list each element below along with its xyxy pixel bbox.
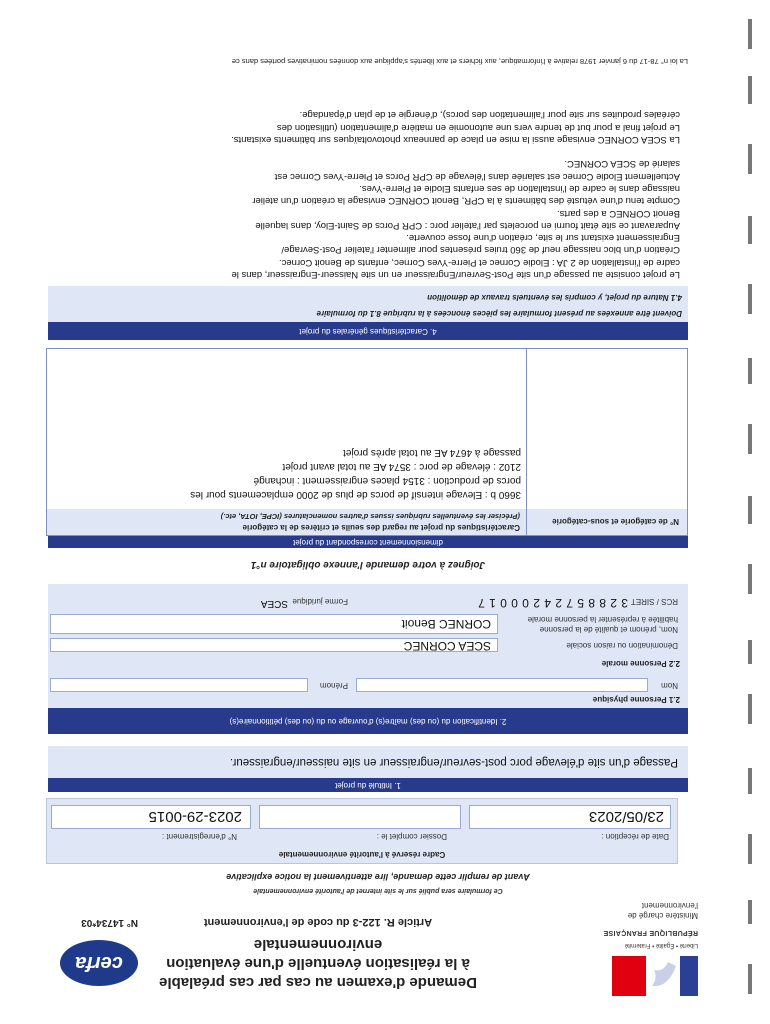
scan-mark <box>748 564 752 594</box>
category-content[interactable] <box>51 445 521 501</box>
nature-line-4: Engraissement existant sur le site, création d'une fosse couverte. <box>406 232 680 244</box>
representant-value: CORNEC Benoit <box>401 617 491 631</box>
scan-mark <box>748 640 752 664</box>
nature-line-9: Actuellement Elodie Cornec est salariée dans l'élevage de CPR Porcs et Pierre-Yves Cornec est <box>274 170 680 182</box>
section-2-band <box>48 584 688 708</box>
representant-field[interactable] <box>50 614 498 634</box>
personne-morale-title: 2.2 Personne morale <box>601 659 680 668</box>
category-line-1: 3660 b : Elevage intensif de porcs de plus de 2000 emplacements pour les <box>190 489 521 500</box>
forme-juridique-label: Forme juridique <box>292 597 348 606</box>
form-title <box>128 935 508 992</box>
nature-line-13: Le projet final a pour but de tendre vers une autonomie en matière d'alimentation (utilisation des <box>276 121 680 133</box>
category-header-cell <box>526 509 687 535</box>
ministere <box>578 900 698 920</box>
dossier-complet-label: Dossier complet le : <box>376 832 447 841</box>
nature-line-3: Création d'un bloc naissage neuf de 360 truies présentes pour alimenter l'atelier Post-Sevrage/ <box>281 244 680 256</box>
nature-line-6: Benoit CORNEC a des parts. <box>556 207 680 219</box>
scan-mark <box>748 19 752 49</box>
personne-physique-title: 2.1 Personne physique <box>592 695 680 704</box>
nom-field[interactable] <box>356 678 648 692</box>
scan-mark <box>748 216 752 244</box>
form-sheet <box>38 10 728 1010</box>
scan-mark <box>748 496 752 524</box>
scan-mark <box>748 144 752 174</box>
scan-mark <box>748 424 752 454</box>
scan-mark <box>748 284 752 314</box>
publication-note: Ce formulaire sera publié sur le site internet de l'autorité environnementale <box>253 887 503 894</box>
nature-line-11 <box>52 145 680 157</box>
scan-mark <box>748 964 752 994</box>
scan-mark <box>748 76 752 104</box>
nature-line-12: La SCEA CORNEC envisage aussi la mise en place de panneaux photovoltaïques sur bâtiments existants. <box>231 134 680 146</box>
representant-label <box>528 614 678 634</box>
cerfa-number: N° 14734*03 <box>81 917 138 928</box>
reserved-frame <box>46 798 678 864</box>
section-4-notice-band <box>48 286 688 322</box>
article-reference: Article R. 122-3 du code de l'environnement <box>203 916 433 928</box>
section-4-header: 4. Caractéristiques générales du projet <box>48 322 688 340</box>
denomination-label: Dénomination ou raison sociale <box>566 641 678 650</box>
cerfa-logo: cerfa <box>60 940 138 986</box>
section-1-band <box>48 746 688 778</box>
representant-label-line-2: habilitée à représenter la personne morale <box>527 615 678 624</box>
siret-value[interactable]: 3 2 8 8 5 7 2 4 2 0 0 0 1 7 <box>477 596 628 610</box>
section-4-notice: Doivent être annexées au présent formulaire les pièces énoncées à la rubrique 8.1 du formulaire <box>316 309 682 318</box>
marianne-logo <box>598 940 698 1000</box>
nature-line-14: céréales produites sur site pour l'alimentation des porcs), d'énergie et de plan d'épandage. <box>299 109 680 121</box>
caracteristiques-subheader: (Préciser les éventuelles rubriques issues d'autres nomenclatures (ICPE, IOTA, etc.) <box>220 512 520 521</box>
nature-line-10: salarié de SCEA CORNEC. <box>564 158 680 170</box>
scan-mark <box>748 768 752 794</box>
scan-mark <box>748 834 752 864</box>
date-reception-label: Date de réception : <box>601 832 669 841</box>
project-nature-text <box>52 108 680 280</box>
republique-francaise: RÉPUBLIQUE FRANÇAISE <box>603 929 698 936</box>
ministere-line-1: Ministère chargé de <box>627 911 698 920</box>
instructions-note: Avant de remplir cette demande, lire attentivement la notice explicative <box>226 872 530 882</box>
category-table <box>46 348 688 536</box>
project-nature-box[interactable] <box>48 88 688 286</box>
scan-mark <box>748 358 752 384</box>
enregistrement-label: N° d'enregistrement : <box>162 832 237 841</box>
annexe-band: dimensionnement correspondant du projet <box>48 536 688 548</box>
reserved-frame-title: Cadre réservé à l'autorité environnementale <box>278 850 446 859</box>
scan-mark <box>748 694 752 724</box>
column-divider <box>526 349 527 509</box>
project-title-value[interactable]: Passage d'un site d'élevage porc post-sevreur/engraisseur en site naisseur/engraisseur. <box>229 756 678 768</box>
nature-line-8: naissage dans le cadre de l'installation de ses enfants Elodie et Pierre-Yves. <box>359 182 680 194</box>
nature-line-1: Le projet consiste au passage d'un site Post-Sevreur/Engraisseur en un site Naisseur-Engraisseur, dans le <box>231 269 680 280</box>
section-4-1-title: 4.1 Nature du projet, y compris les éventuels travaux de démolition <box>427 293 682 302</box>
nom-label: Nom <box>661 681 678 690</box>
caracteristiques-header: Caractéristiques du projet au regard des seuils et critères de la catégorie <box>242 523 520 532</box>
dossier-complet-field[interactable] <box>259 805 461 829</box>
prenom-field[interactable] <box>50 678 308 692</box>
forme-juridique-value[interactable]: SCEA <box>260 598 288 609</box>
siret-label: RCS / SIRET <box>630 597 678 606</box>
scan-edge-strip <box>728 0 770 1024</box>
enregistrement-value: 2023-29-0015 <box>148 808 242 825</box>
ministere-line-2: l'environnement <box>641 901 698 910</box>
footer-legal-note: La loi n° 78-17 du 6 janvier 1978 relative à l'informatique, aux fichiers et aux libertés s'applique aux données nominatives portées dans ce <box>231 57 688 66</box>
category-line-4: passage à 4674 AE au total après projet <box>343 447 521 458</box>
date-reception-field[interactable] <box>469 805 671 829</box>
denomination-value: SCEA CORNEC <box>403 639 491 653</box>
scan-mark <box>748 900 752 924</box>
section-1-header: 1. Intitulé du projet <box>48 778 688 792</box>
category-header: N° de catégorie et sous-catégorie <box>552 517 679 526</box>
denomination-field[interactable] <box>50 638 498 652</box>
section-2-header: 2. Identification du (ou des) maître(s) d'ouvrage ou du (ou des) pétitionnaire(s) <box>48 708 688 734</box>
annexe-instruction: Joignez à votre demande l'annexe obligatoire n°1 <box>250 559 486 570</box>
nature-line-7: Compte tenu d'une vétusté des bâtiments à la CPR, Benoit CORNEC envisage la création d'un atelier <box>252 195 680 207</box>
title-line-2: à la réalisation éventuelle d'une évaluation <box>166 955 470 972</box>
nature-line-5: Auparavant ce site était fourni en porcelets par l'atelier porc : CPR Porcs de Saint-Eloy, dans laquelle <box>255 219 680 231</box>
title-line-1: Demande d'examen au cas par cas préalable <box>159 974 477 991</box>
date-reception-value: 23/05/2023 <box>588 808 664 825</box>
nature-line-2: cadre de l'installation de 2 JA : Elodie Cornec et Pierre-Yves Cornec, enfants de Benoit Cornec. <box>278 256 680 268</box>
enregistrement-field[interactable] <box>51 805 251 829</box>
title-line-3: environnementale <box>253 936 383 953</box>
representant-label-line-1: Nom, prénom et qualité de la personne <box>539 625 678 634</box>
category-line-2: porcs de production : 3154 places engraissement : inchangé <box>253 475 521 486</box>
category-line-3: 2102 : élevage de porc : 3574 AE au total avant projet <box>282 461 521 472</box>
devise: Liberté • Égalité • Fraternité <box>624 942 698 948</box>
prenom-label: Prénom <box>319 681 348 690</box>
caracteristiques-header-cell <box>47 509 526 535</box>
